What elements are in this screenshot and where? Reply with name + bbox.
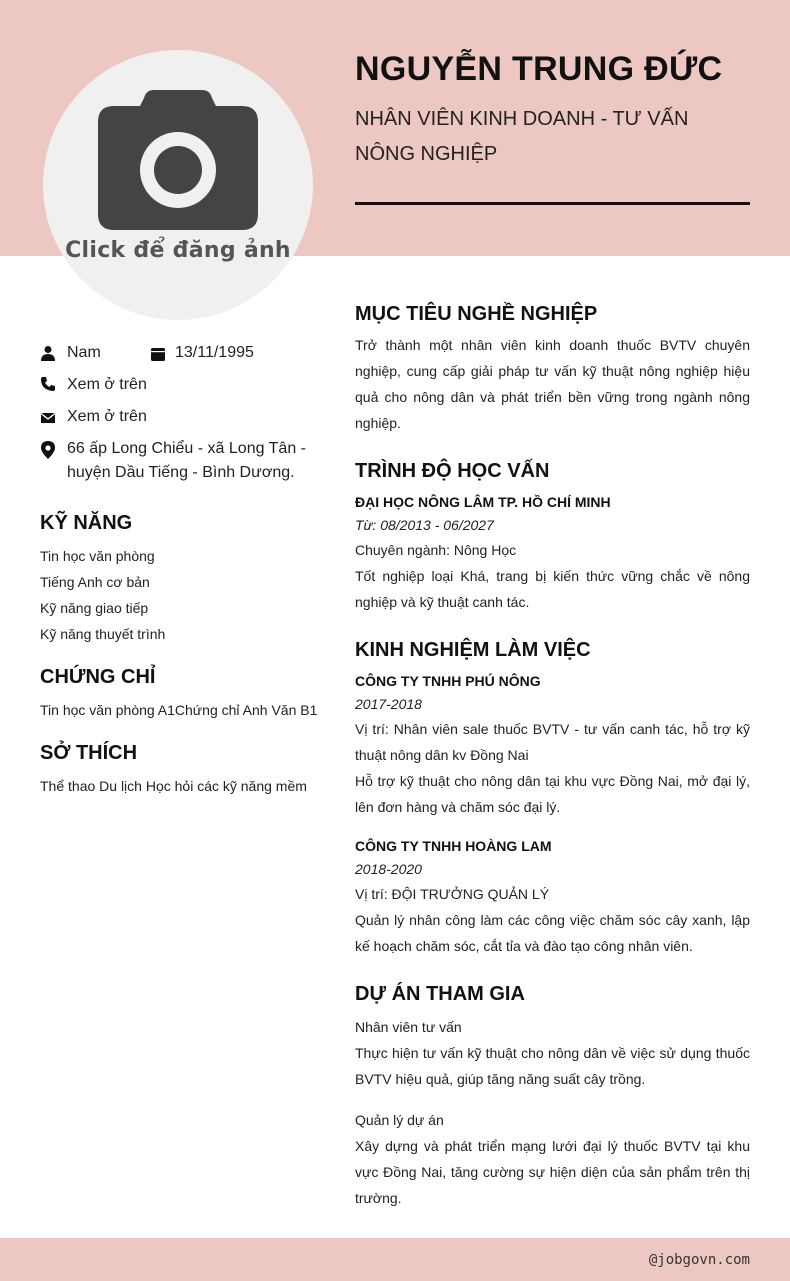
education-heading: TRÌNH ĐỘ HỌC VẤN: [355, 460, 550, 482]
avatar-caption: Click để đăng ảnh: [65, 238, 291, 263]
gender-value: Nam: [67, 344, 101, 361]
calendar-icon: [150, 346, 166, 362]
skill-item: Kỹ năng thuyết trình: [40, 626, 166, 642]
skills-heading: KỸ NĂNG: [40, 512, 133, 534]
skill-item: Tin học văn phòng: [40, 548, 155, 564]
company-name: CÔNG TY TNHH PHÚ NÔNG: [355, 673, 541, 689]
job-dates: 2017-2018: [355, 696, 422, 712]
project-description: Thực hiện tư vấn kỹ thuật cho nông dân về việc sử dụng thuốc BVTV hiệu quả, giúp tăng năng suất cây trồng.: [355, 1045, 750, 1087]
person-icon: [40, 345, 56, 361]
job-description: Quản lý nhân công làm các công việc chăm sóc cây xanh, lập kế hoạch chăm sóc, cắt tỉa và đào tạo công nhân viên.: [355, 912, 750, 954]
company-name: CÔNG TY TNHH HOÀNG LAM: [355, 838, 552, 854]
location-pin-icon: [40, 441, 56, 459]
birthdate-value: 13/11/1995: [175, 344, 254, 361]
education-major: Chuyên ngành: Nông Học: [355, 542, 517, 558]
project-name: Quản lý dự án: [355, 1112, 444, 1128]
experience-heading: KINH NGHIỆM LÀM VIỆC: [355, 639, 591, 661]
email-value: Xem ở trên: [67, 408, 147, 425]
project-description: Xây dựng và phát triển mạng lưới đại lý thuốc BVTV tại khu vực Đồng Nai, tăng cường sự hiện diện của sản phẩm trên thị trường.: [355, 1138, 750, 1206]
footer-watermark: @jobgovn.com: [648, 1252, 750, 1268]
full-name: NGUYỄN TRUNG ĐỨC: [355, 50, 723, 88]
projects-heading: DỰ ÁN THAM GIA: [355, 983, 525, 1005]
skill-item: Kỹ năng giao tiếp: [40, 600, 149, 616]
phone-value: Xem ở trên: [67, 376, 147, 393]
mail-icon: [40, 410, 56, 426]
project-name: Nhân viên tư vấn: [355, 1019, 462, 1035]
phone-icon: [40, 376, 56, 392]
address-value: 66 ấp Long Chiểu - xã Long Tân - huyện Dầu Tiếng - Bình Dương.: [67, 440, 306, 481]
objective-text: Trở thành một nhân viên kinh doanh thuốc BVTV chuyên nghiệp, cung cấp giải pháp tư vấn kỹ thuật nông nghiệp hiệu quả cho nông dân và phát triển bền vững trong ngành nông nghiệp.: [355, 337, 750, 431]
education-description: Tốt nghiệp loại Khá, trang bị kiến thức vững chắc về nông nghiệp và kỹ thuật canh tác.: [355, 568, 750, 610]
hobbies-heading: SỞ THÍCH: [40, 742, 138, 764]
education-dates: Từ: 08/2013 - 06/2027: [355, 517, 494, 533]
camera-icon: [98, 90, 258, 230]
skill-item: Tiếng Anh cơ bản: [40, 574, 150, 590]
job-position: Vị trí: Nhân viên sale thuốc BVTV - tư vấn canh tác, hỗ trợ kỹ thuật nông dân kv Đồng Nai: [355, 721, 750, 763]
hobbies-text: Thể thao Du lịch Học hỏi các kỹ năng mềm: [40, 778, 307, 794]
certificates-text: Tin học văn phòng A1Chứng chỉ Anh Văn B1: [40, 702, 318, 718]
job-title: NHÂN VIÊN KINH DOANH - TƯ VẤN NÔNG NGHIỆP: [355, 108, 689, 165]
certificates-heading: CHỨNG CHỈ: [40, 666, 156, 688]
avatar-upload[interactable]: [43, 50, 313, 320]
job-position: Vị trí: ĐỘI TRƯỞNG QUẢN LÝ: [355, 886, 550, 902]
school-name: ĐẠI HỌC NÔNG LÂM TP. HỒ CHÍ MINH: [355, 494, 611, 510]
job-dates: 2018-2020: [355, 861, 422, 877]
job-description: Hỗ trợ kỹ thuật cho nông dân tại khu vực Đồng Nai, mở đại lý, lên đơn hàng và chăm sóc đại lý.: [355, 773, 750, 815]
objective-heading: MỤC TIÊU NGHỀ NGHIỆP: [355, 303, 598, 325]
title-divider: [355, 202, 750, 205]
